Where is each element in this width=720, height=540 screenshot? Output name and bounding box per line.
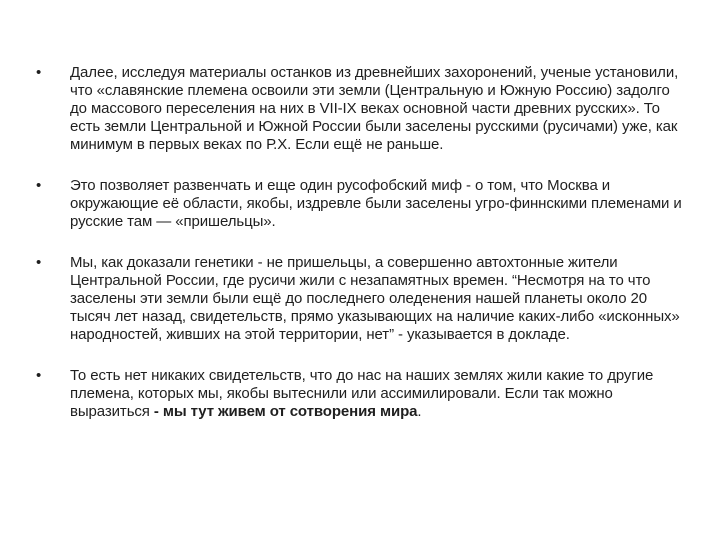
bullet-marker: • xyxy=(36,64,42,81)
bullet-marker: • xyxy=(36,177,42,194)
bullet-text: Мы, как доказали генетики ‑ не пришельцы, а совершенно автохтонные жители Центральной России, где русичи жили с незапамятных времен. “Несмотря на то что заселены эти земли были ещё до последнего оледенения нашей планеты около 20 тысяч лет назад, свидетельств, прямо указывающих на наличие каких-либо «исконных» народностей, живших на этой территории, нет” ‑ указывается в докладе. xyxy=(70,254,680,343)
bullet-item-3 xyxy=(36,254,686,344)
bullet-list xyxy=(36,64,686,444)
bullet-text-end: . xyxy=(417,403,422,420)
bullet-item-1 xyxy=(36,64,686,154)
bullet-text: Далее, исследуя материалы останков из древнейших захоронений, ученые установили, что «славянские племена освоили эти земли (Центральную и Южную Россию) задолго до массового переселения на них в VII-IX веках основной части древних русских». То есть земли Центральной и Южной России были заселены русскими (русичами) уже, как минимум в первых веках по Р.Х. Если ещё не раньше. xyxy=(70,64,679,153)
bullet-item-2 xyxy=(36,177,686,231)
bullet-marker: • xyxy=(36,254,42,271)
bullet-text: То есть нет никаких свидетельств, что до нас на наших землях жили какие то другие племена, которых мы, якобы вытеснили или ассимилировали. Если так можно выразиться xyxy=(70,367,654,420)
bullet-text: Это позволяет развенчать и еще один русофобский миф ‑ о том, что Москва и окружающие её области, якобы, издревле были заселены угро-финнскими племенами и русские там — «пришельцы». xyxy=(70,177,682,230)
bullet-marker: • xyxy=(36,367,42,384)
bullet-text-emphasis: ‑ мы тут живем от сотворения мира xyxy=(153,403,418,420)
bullet-item-4 xyxy=(36,367,686,421)
